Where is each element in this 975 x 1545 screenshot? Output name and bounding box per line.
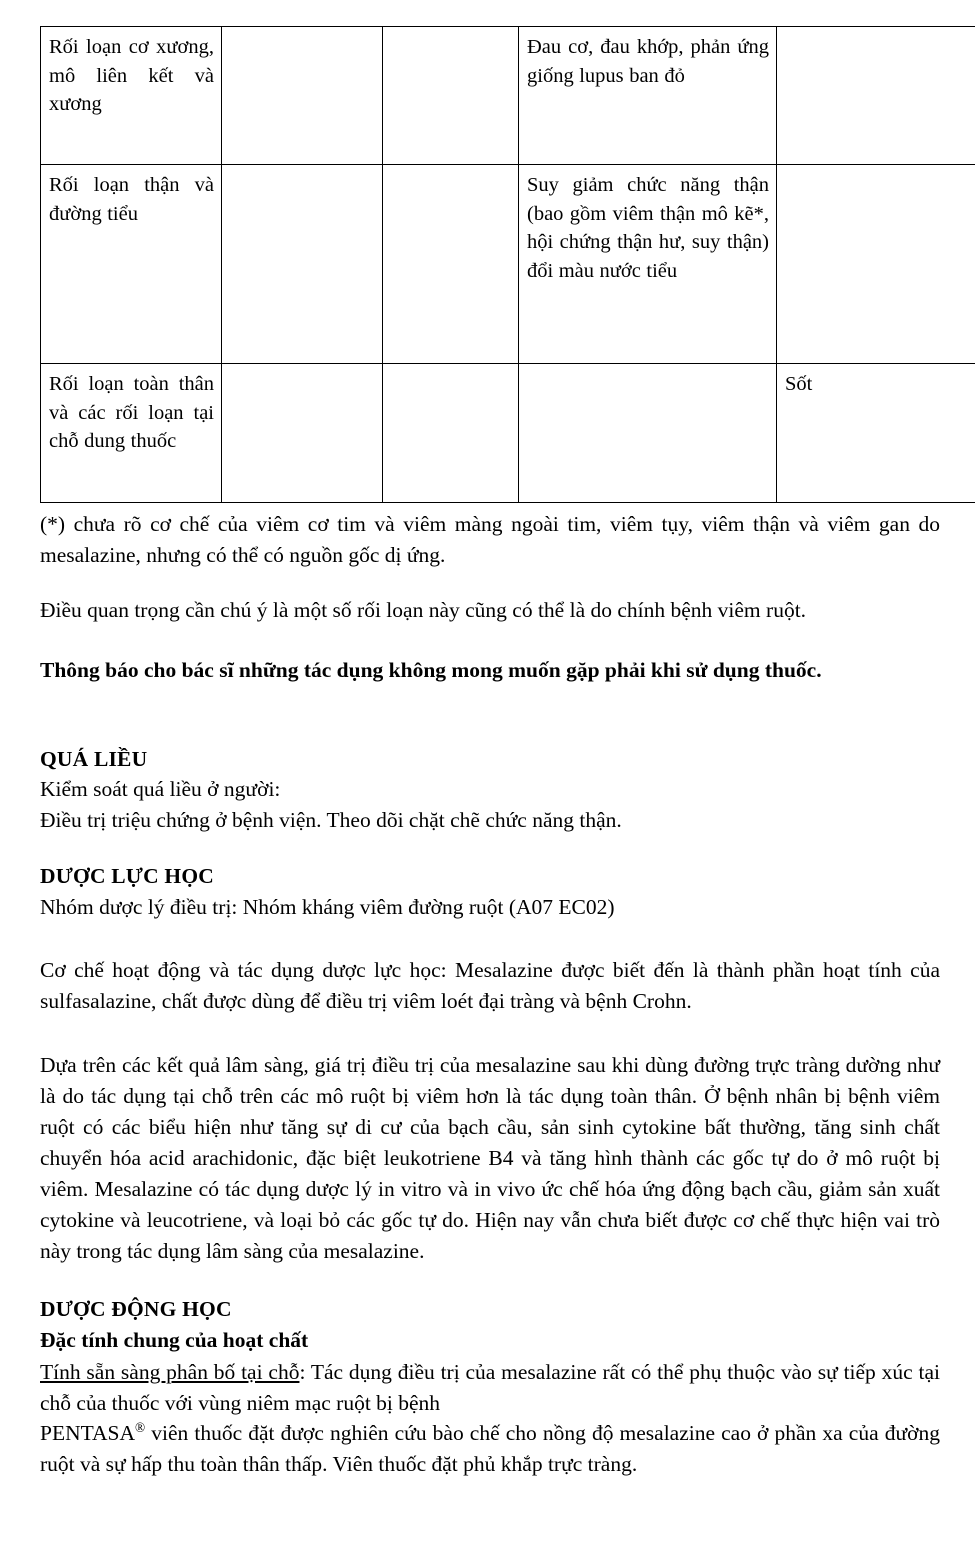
qua-lieu-line-1: Kiểm soát quá liều ở người: xyxy=(40,777,281,801)
pentasa-paragraph-body: viên thuốc đặt được nghiên cứu bào chế cho nồng độ mesalazine cao ở phần xa của đường ruột và sự hấp thu toàn thân thấp. Viên thuốc đặt phủ khắp trực tràng. xyxy=(40,1421,940,1476)
section-heading-qua-lieu: QUÁ LIỀU xyxy=(40,747,148,771)
table-cell-veryrare xyxy=(777,165,975,364)
table-row xyxy=(41,165,975,364)
duoc-luc-hoc-line-1: Nhóm dược lý điều trị: Nhóm kháng viêm đường ruột (A07 EC02) xyxy=(40,895,615,919)
table-cell-soc: Rối loạn thận và đường tiểu xyxy=(41,165,222,364)
adverse-reactions-table xyxy=(40,26,975,503)
table-cell-uncommon xyxy=(383,364,519,503)
table-cell-common xyxy=(222,165,383,364)
duoc-luc-hoc-paragraph-2: Dựa trên các kết quả lâm sàng, giá trị điều trị của mesalazine sau khi dùng đường trực tràng dường như là do tác dụng tại chỗ trên các mô ruột bị viêm hơn là tác dụng toàn thân. Ở bệnh nhân bị bệnh viêm ruột có các biểu hiện như tăng sự di cư của bạch cầu, sản sinh cytokine bất thường, tăng sinh chất chuyển hóa acid arachidonic, đặc biệt leukotriene B4 và tăng hình thành các gốc tự do ở mô ruột bị viêm. Mesalazine có tác dụng dược lý in vitro và in vivo ức chế hóa ứng động bạch cầu, giảm sản xuất cytokine và leucotriene, và loại bỏ các gốc tự do. Hiện nay vẫn chưa biết được cơ chế thực hiện vai trò này trong tác dụng lâm sàng của mesalazine. xyxy=(40,1053,940,1263)
table-cell-soc: Rối loạn cơ xương, mô liên kết và xương xyxy=(41,27,222,165)
duoc-luc-hoc-paragraph-1: Cơ chế hoạt động và tác dụng dược lực học: Mesalazine được biết đến là thành phần hoạt tính của sulfasalazine, chất được dùng để điều trị viêm loét đại tràng và bệnh Crohn. xyxy=(40,958,940,1013)
brand-name-pentasa: PENTASA xyxy=(40,1421,136,1445)
table-cell-soc: Rối loạn toàn thân và các rối loạn tại chỗ dung thuốc xyxy=(41,364,222,503)
table-cell-uncommon xyxy=(383,165,519,364)
table-row xyxy=(41,27,975,165)
bioavailability-lead-rest: : Tác dụng điều trị của mesalazine rất có thể phụ thuộc vào sự tiếp xúc tại chỗ của thuốc với vùng niêm mạc ruột bị bệnh xyxy=(40,1360,940,1415)
table-cell-veryrare xyxy=(777,27,975,165)
section-heading-duoc-luc-hoc: DƯỢC LỰC HỌC xyxy=(40,864,214,888)
registered-trademark-icon: ® xyxy=(135,1419,146,1435)
section-heading-duoc-dong-hoc: DƯỢC ĐỘNG HỌC xyxy=(40,1297,232,1321)
note-paragraph: Điều quan trọng cần chú ý là một số rối loạn này cũng có thể là do chính bệnh viêm ruột. xyxy=(40,598,807,622)
bioavailability-lead-paragraph xyxy=(40,1357,940,1419)
qua-lieu-line-2: Điều trị triệu chứng ở bệnh viện. Theo dõi chặt chẽ chức năng thận. xyxy=(40,808,622,832)
advisory-bold-text: Thông báo cho bác sĩ những tác dụng không mong muốn gặp phải khi sử dụng thuốc. xyxy=(40,658,822,682)
table-cell-uncommon xyxy=(383,27,519,165)
table-cell-rare: Đau cơ, đau khớp, phản ứng giống lupus ban đỏ xyxy=(519,27,777,165)
table-cell-veryrare: Sốt xyxy=(777,364,975,503)
underlined-lead-label: Tính sẵn sàng phân bố tại chỗ xyxy=(40,1360,300,1384)
pentasa-paragraph xyxy=(40,1418,940,1480)
subheading-dac-tinh-chung: Đặc tính chung của hoạt chất xyxy=(40,1328,309,1352)
table-row xyxy=(41,364,975,503)
table-cell-common xyxy=(222,364,383,503)
table-cell-rare: Suy giảm chức năng thận (bao gồm viêm thận mô kẽ*, hội chứng thận hư, suy thận) đổi màu nước tiểu xyxy=(519,165,777,364)
table-cell-common xyxy=(222,27,383,165)
table-footnote: (*) chưa rõ cơ chế của viêm cơ tim và viêm màng ngoài tim, viêm tụy, viêm thận và viêm gan do mesalazine, nhưng có thể có nguồn gốc dị ứng. xyxy=(40,512,940,567)
table-cell-rare xyxy=(519,364,777,503)
